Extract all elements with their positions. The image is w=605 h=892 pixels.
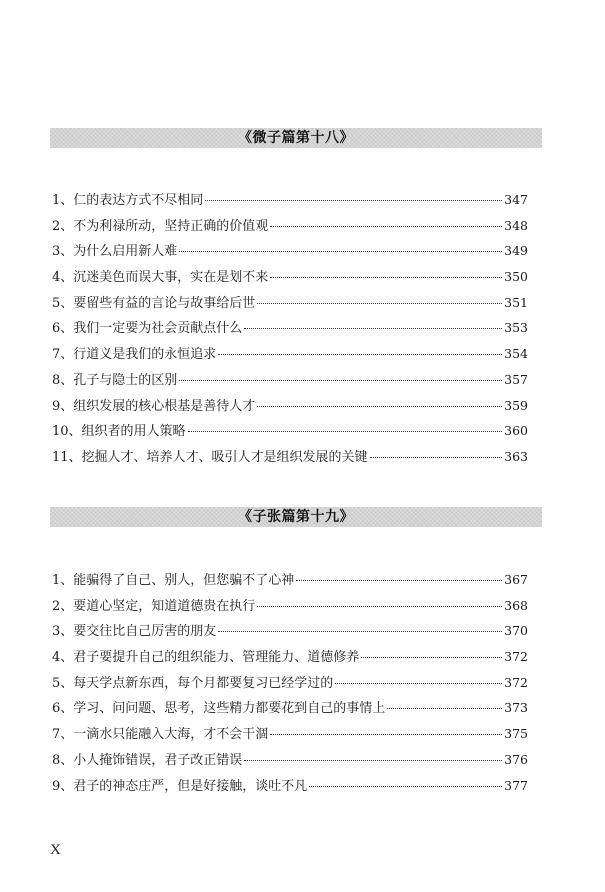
toc-entry[interactable] [52, 773, 528, 799]
toc-entry-title: 1、能骗得了自己、别人，但您骗不了心神 [52, 573, 295, 588]
dot-leader [270, 733, 502, 735]
toc-entry-title: 3、要交往比自己厉害的朋友 [52, 624, 217, 640]
toc-entry-title: 8、孔子与隐士的区别 [52, 372, 178, 388]
toc-entry-title: 10、组织者的用人策略 [52, 424, 186, 440]
dot-leader [205, 199, 502, 201]
toc-entry-page: 348 [504, 217, 528, 233]
toc-entry-page: 367 [504, 572, 528, 587]
dot-leader [257, 405, 502, 407]
toc-entry-title: 4、沉迷美色而误大事，实在是划不来 [52, 270, 269, 286]
toc-entry[interactable] [52, 290, 528, 316]
section-heading: 《微子篇第十八》 [50, 128, 542, 148]
toc-entry[interactable] [52, 367, 528, 393]
toc-entry[interactable] [52, 444, 528, 470]
toc-entry[interactable] [52, 187, 528, 213]
toc-entry-page: 372 [504, 649, 528, 665]
dot-leader [270, 225, 502, 227]
dot-leader [179, 379, 502, 381]
toc-entry-title: 2、要道心坚定，知道道德贵在执行 [52, 598, 256, 614]
toc-entry[interactable] [52, 418, 528, 444]
dot-leader [218, 353, 502, 355]
toc-entry[interactable] [52, 695, 528, 721]
toc-entry-title: 6、我们一定要为社会贡献点什么 [52, 321, 243, 337]
toc-entry-page: 360 [504, 423, 528, 439]
dot-leader [335, 682, 502, 684]
toc-entry[interactable] [52, 670, 528, 696]
dot-leader [361, 656, 502, 658]
toc-entry-page: 376 [504, 751, 528, 767]
toc-entry[interactable] [52, 644, 528, 670]
toc-entry[interactable] [52, 721, 528, 747]
dot-leader [270, 276, 502, 278]
toc-entry-page: 357 [504, 371, 528, 387]
toc-entry-page: 350 [504, 269, 528, 285]
toc-list-section-2 [52, 567, 528, 798]
toc-entry-page: 359 [504, 397, 528, 413]
toc-entry-title: 8、小人掩饰错误，君子改正错误 [52, 752, 243, 768]
dot-leader [296, 579, 502, 581]
toc-entry[interactable] [52, 393, 528, 419]
toc-entry-page: 377 [504, 777, 528, 793]
dot-leader [244, 759, 502, 761]
toc-entry[interactable] [52, 238, 528, 264]
toc-entry-page: 354 [504, 346, 528, 362]
dot-leader [309, 785, 502, 787]
dot-leader [257, 605, 502, 607]
toc-list-section-1 [52, 187, 528, 470]
dot-leader [179, 250, 502, 252]
toc-entry-page: 363 [504, 448, 528, 464]
dot-leader [218, 630, 502, 632]
toc-entry-page: 368 [504, 597, 528, 613]
toc-entry-title: 3、为什么启用新人难 [52, 244, 178, 260]
toc-entry-title: 4、君子要提升自己的组织能力、管理能力、道德修养 [52, 650, 360, 666]
section-heading: 《子张篇第十九》 [50, 507, 542, 527]
dot-leader [370, 456, 503, 458]
toc-entry[interactable] [52, 747, 528, 773]
page-number: X [50, 842, 61, 858]
toc-entry[interactable] [52, 213, 528, 239]
toc-entry-title: 5、每天学点新东西，每个月都要复习已经学过的 [52, 675, 334, 691]
toc-entry-title: 9、君子的神态庄严，但是好接触，谈吐不凡 [52, 778, 308, 794]
toc-entry-title: 7、一滴水只能融入大海，才不会干涸 [52, 727, 269, 743]
toc-entry[interactable] [52, 315, 528, 341]
dot-leader [244, 327, 502, 329]
toc-entry[interactable] [52, 618, 528, 644]
toc-entry[interactable] [52, 593, 528, 619]
toc-entry-title: 2、不为利禄所动，坚持正确的价值观 [52, 218, 269, 234]
toc-entry-page: 353 [504, 320, 528, 336]
toc-entry[interactable] [52, 341, 528, 367]
toc-entry-page: 347 [504, 192, 528, 207]
dot-leader [257, 302, 502, 304]
toc-entry[interactable] [52, 264, 528, 290]
toc-entry-page: 373 [504, 700, 528, 716]
toc-entry-title: 7、行道义是我们的永恒追求 [52, 347, 217, 363]
toc-entry-page: 351 [504, 294, 528, 310]
toc-entry-page: 370 [504, 623, 528, 639]
toc-entry-page: 372 [504, 674, 528, 690]
toc-entry-page: 349 [504, 243, 528, 259]
toc-entry-title: 6、学习、问问题、思考，这些精力都要花到自己的事情上 [52, 701, 386, 717]
dot-leader [387, 707, 502, 709]
toc-entry-title: 9、组织发展的核心根基是善待人才 [52, 398, 256, 414]
toc-entry-page: 375 [504, 726, 528, 742]
dot-leader [188, 430, 503, 432]
toc-entry-title: 5、要留些有益的言论与故事给后世 [52, 295, 256, 311]
toc-entry-title: 1、仁的表达方式不尽相同 [52, 193, 204, 208]
toc-entry[interactable] [52, 567, 528, 593]
toc-entry-title: 11、挖掘人才、培养人才、吸引人才是组织发展的关键 [52, 449, 368, 465]
